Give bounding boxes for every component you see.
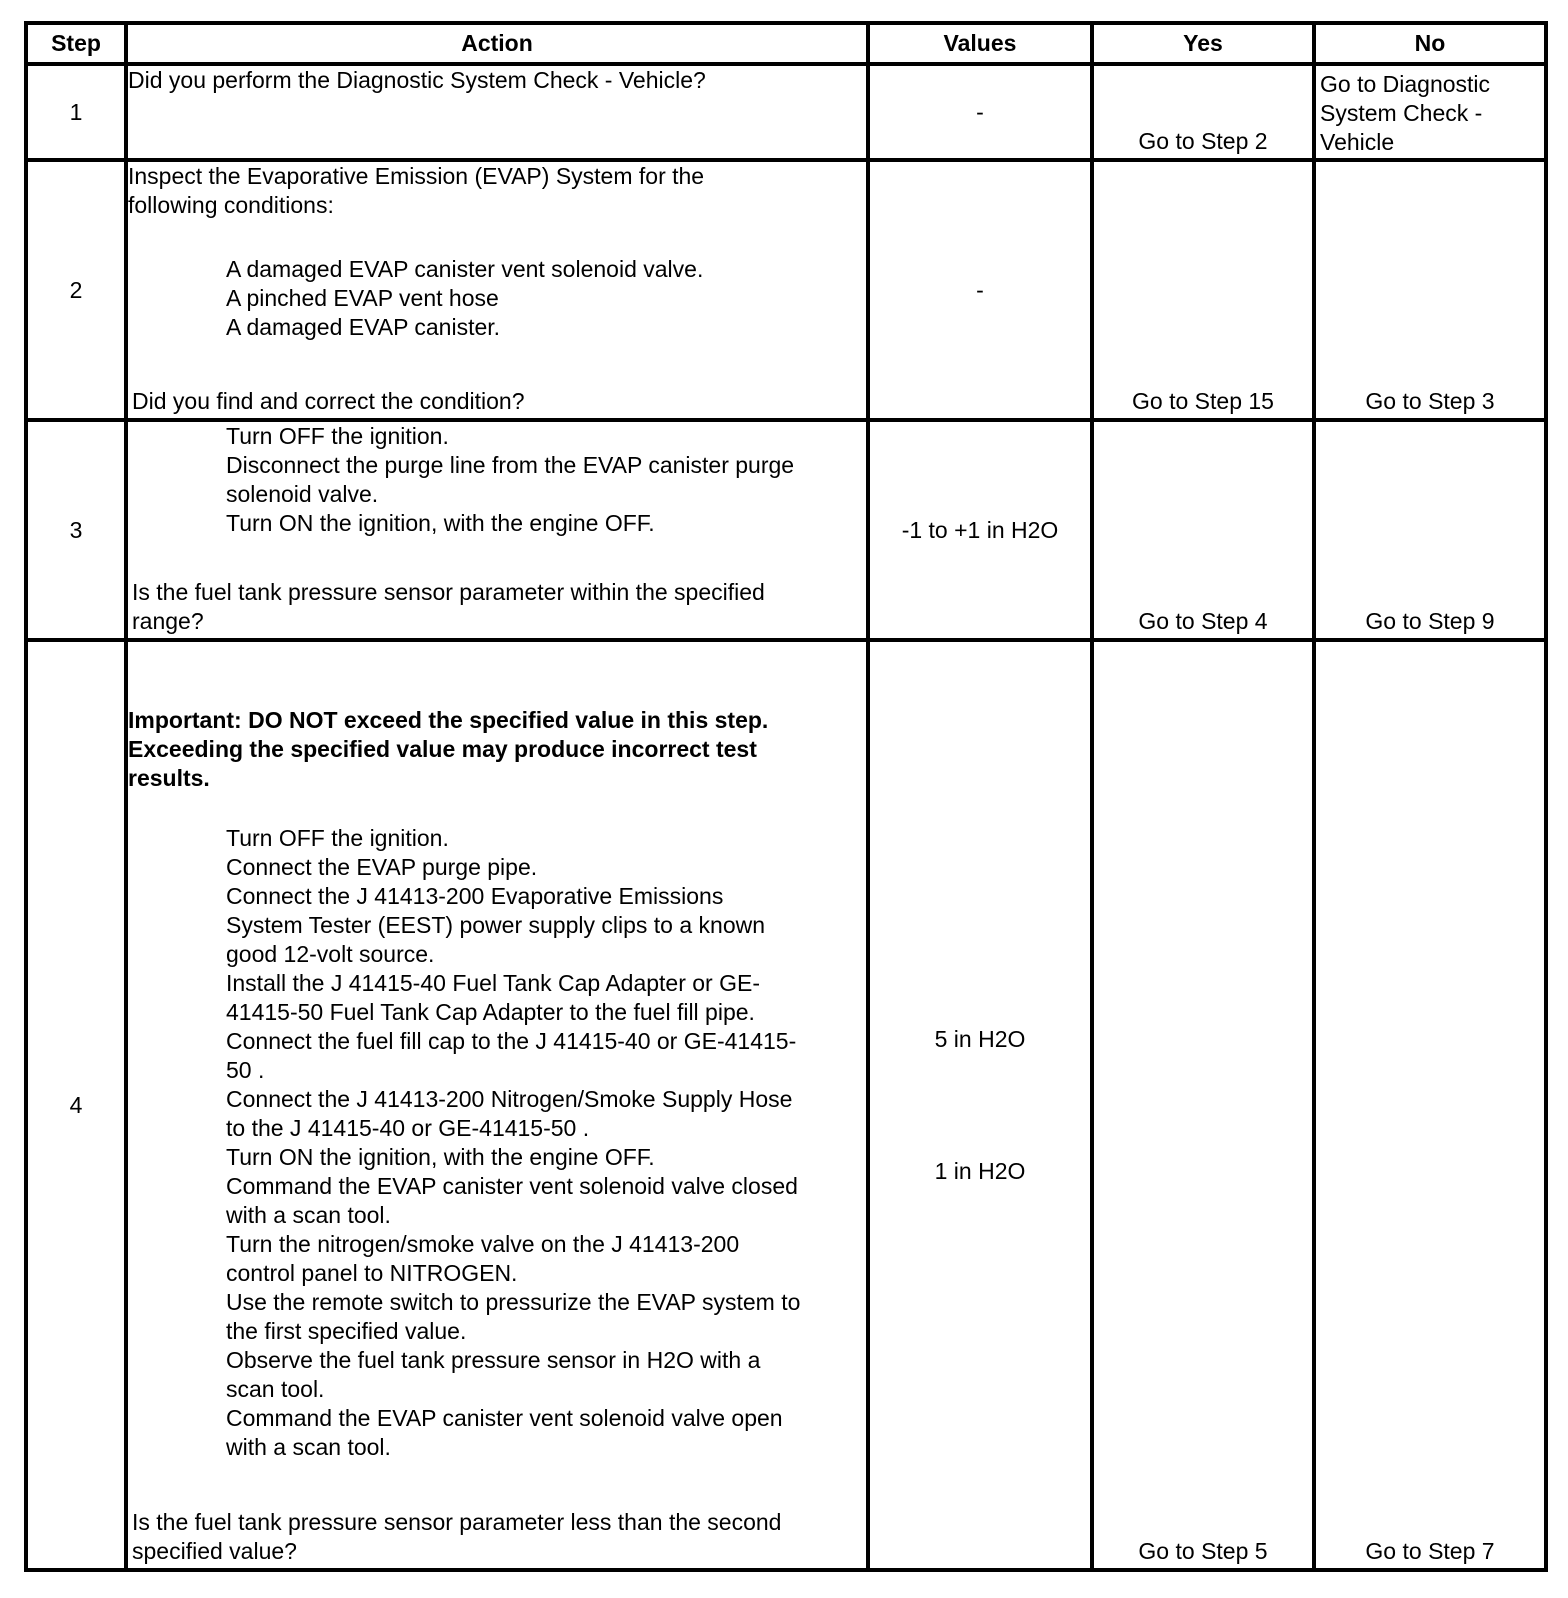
procedure-item: 50 . <box>226 1057 265 1083</box>
procedure-item: to the J 41415-40 or GE-41415-50 . <box>226 1115 590 1141</box>
table-row <box>26 160 1546 420</box>
header-row <box>26 23 1546 64</box>
yes-cell <box>1092 420 1314 640</box>
no-text-line: Vehicle <box>1320 129 1395 155</box>
procedure-item: good 12-volt source. <box>226 941 435 967</box>
value-cell <box>868 640 1092 1570</box>
action-cell <box>126 640 868 1570</box>
important-line: results. <box>128 765 210 791</box>
value-cell: - <box>868 64 1092 160</box>
no-cell <box>1314 420 1546 640</box>
procedure-item: Observe the fuel tank pressure sensor in H2O with a <box>226 1347 761 1373</box>
procedure-item: with a scan tool. <box>226 1202 391 1228</box>
intro-line: following conditions: <box>128 192 334 218</box>
yes-cell <box>1092 64 1314 160</box>
procedure-item: Disconnect the purge line from the EVAP canister purge <box>226 452 795 478</box>
table-row <box>26 64 1546 160</box>
procedure-item: Command the EVAP canister vent solenoid valve closed <box>226 1173 798 1199</box>
value-cell: - <box>868 160 1092 420</box>
header-no: No <box>1314 23 1546 64</box>
action-cell <box>126 160 868 420</box>
procedure-item: Connect the J 41413-200 Nitrogen/Smoke Supply Hose <box>226 1086 793 1112</box>
yes-text: Go to Step 15 <box>1132 388 1274 414</box>
intro-line: Inspect the Evaporative Emission (EVAP) System for the <box>128 163 705 189</box>
no-cell <box>1314 64 1546 160</box>
step-number: 1 <box>26 64 126 160</box>
header-yes: Yes <box>1092 23 1314 64</box>
procedure-item: the first specified value. <box>226 1318 467 1344</box>
value-cell: -1 to +1 in H2O <box>868 420 1092 640</box>
question-line: Is the fuel tank pressure sensor parameter within the specified <box>132 579 765 605</box>
procedure-item: Install the J 41415-40 Fuel Tank Cap Adapter or GE- <box>226 970 760 996</box>
header-step: Step <box>26 23 126 64</box>
important-note <box>128 706 866 793</box>
procedure-item: scan tool. <box>226 1376 325 1402</box>
yes-text: Go to Step 4 <box>1138 608 1268 634</box>
header-action: Action <box>126 23 868 64</box>
procedure-item: Turn ON the ignition, with the engine OFF. <box>226 510 655 536</box>
question-text <box>132 1508 862 1566</box>
procedure-item: Turn OFF the ignition. <box>226 423 449 449</box>
question-line: Is the fuel tank pressure sensor parameter less than the second <box>132 1509 782 1535</box>
yes-cell <box>1092 640 1314 1570</box>
no-cell <box>1314 160 1546 420</box>
header-values: Values <box>868 23 1092 64</box>
no-cell <box>1314 640 1546 1570</box>
question-text <box>132 578 862 636</box>
condition-item: A damaged EVAP canister vent solenoid valve. <box>226 256 704 282</box>
procedure-item: Use the remote switch to pressurize the EVAP system to <box>226 1289 801 1315</box>
procedure-item: Connect the J 41413-200 Evaporative Emissions <box>226 883 724 909</box>
procedure-item: Turn OFF the ignition. <box>226 825 449 851</box>
yes-text: Go to Step 2 <box>1138 128 1268 154</box>
diagnostic-table <box>24 21 1548 1572</box>
no-text-line: Go to Diagnostic <box>1320 71 1491 97</box>
action-cell <box>126 420 868 640</box>
question-text: Did you perform the Diagnostic System Check - Vehicle? <box>128 67 706 93</box>
question-line: specified value? <box>132 1538 297 1564</box>
step-number: 4 <box>26 640 126 1570</box>
procedure-item: solenoid valve. <box>226 481 379 507</box>
procedure-item: with a scan tool. <box>226 1434 391 1460</box>
no-text: Go to Step 3 <box>1365 388 1495 414</box>
question-text: Did you find and correct the condition? <box>132 388 525 414</box>
important-line: Exceeding the specified value may produce incorrect test <box>128 736 757 762</box>
procedure-item: Connect the EVAP purge pipe. <box>226 854 538 880</box>
question-line: range? <box>132 608 204 634</box>
procedure-item: Connect the fuel fill cap to the J 41415-40 or GE-41415- <box>226 1028 797 1054</box>
step-number: 2 <box>26 160 126 420</box>
procedure-item: control panel to NITROGEN. <box>226 1260 518 1286</box>
procedure-item: 41415-50 Fuel Tank Cap Adapter to the fuel fill pipe. <box>226 999 755 1025</box>
procedure-item: Turn the nitrogen/smoke valve on the J 41413-200 <box>226 1231 740 1257</box>
value-first: 5 in H2O <box>934 1025 1026 1052</box>
no-text-line: System Check - <box>1320 100 1483 126</box>
yes-cell <box>1092 160 1314 420</box>
step-number: 3 <box>26 420 126 640</box>
action-cell <box>126 64 868 160</box>
procedure-item: Turn ON the ignition, with the engine OFF. <box>226 1144 655 1170</box>
table-row <box>26 640 1546 1570</box>
condition-item: A pinched EVAP vent hose <box>226 285 499 311</box>
no-text: Go to Step 9 <box>1365 608 1495 634</box>
procedure-item: System Tester (EEST) power supply clips to a known <box>226 912 766 938</box>
value-second: 1 in H2O <box>934 1157 1026 1184</box>
no-text: Go to Step 7 <box>1365 1538 1495 1564</box>
yes-text: Go to Step 5 <box>1138 1538 1268 1564</box>
important-line: Important: DO NOT exceed the specified value in this step. <box>128 707 769 733</box>
procedure-item: Command the EVAP canister vent solenoid valve open <box>226 1405 783 1431</box>
condition-item: A damaged EVAP canister. <box>226 314 501 340</box>
table-row <box>26 420 1546 640</box>
